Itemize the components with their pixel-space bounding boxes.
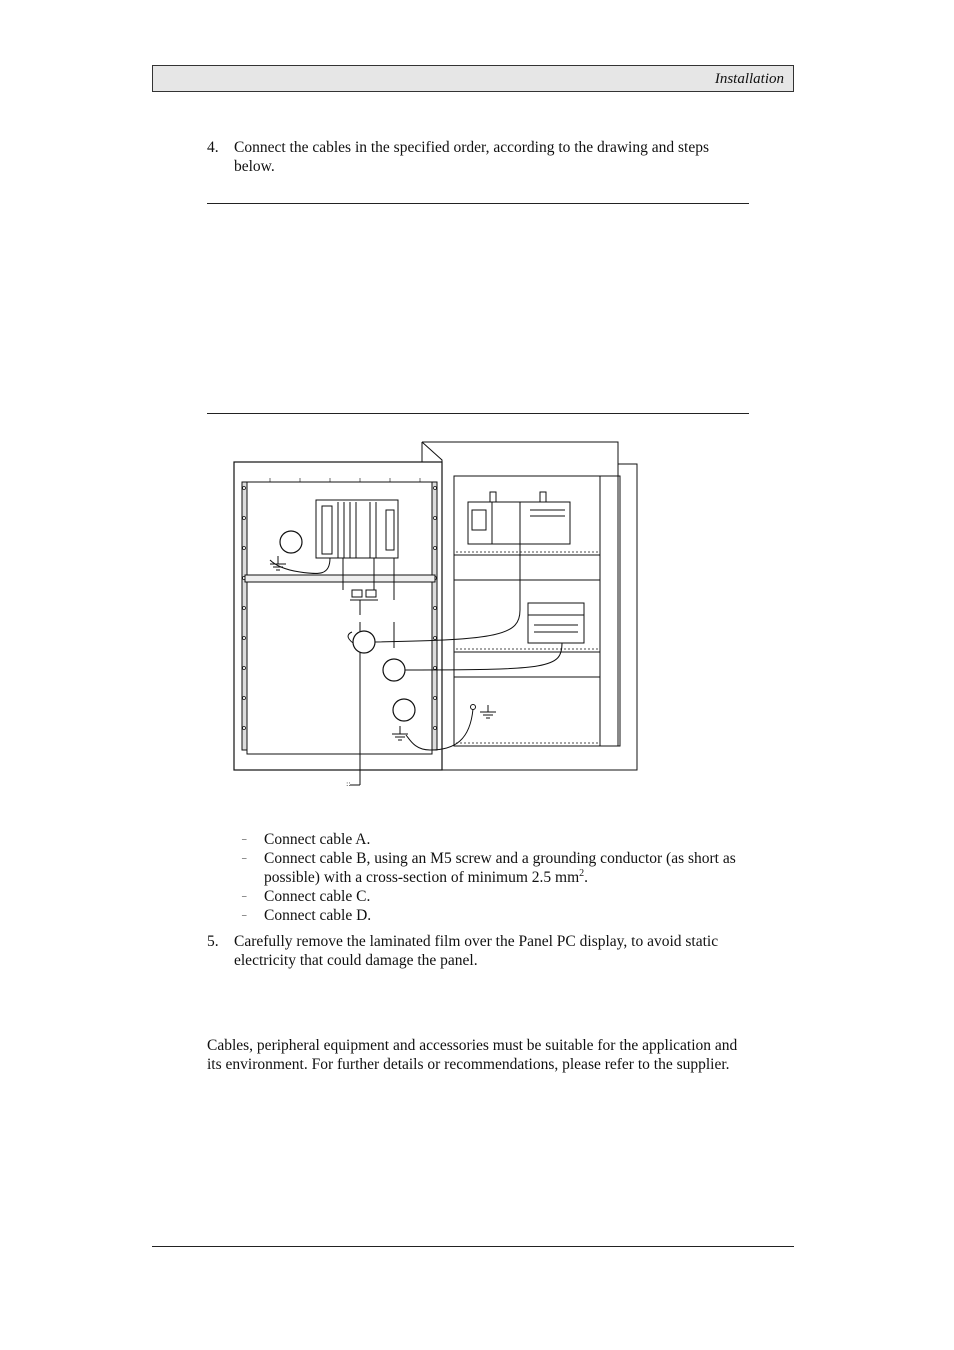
body-paragraph: Cables, peripheral equipment and accessories must be suitable for the application and its environment. For further details or recommendations, please refer to the supplier. xyxy=(207,1037,738,1073)
cabinet-wiring-diagram xyxy=(230,440,642,790)
list-item: – Connect cable B, using an M5 screw and a grounding conductor (as short as possible) with a cross-section of minimum 2.5 $mm^2$. xyxy=(242,850,736,886)
step-text: Connect the cables in the specified order, according to the drawing and steps below. xyxy=(234,139,709,175)
diagram-footnote-mark: :: xyxy=(346,780,351,788)
step-number: 4. xyxy=(207,139,219,156)
list-item: – Connect cable D. xyxy=(242,907,372,924)
footer-rule xyxy=(152,1246,794,1247)
list-item: – Connect cable C. xyxy=(242,888,371,905)
step-number: 5. xyxy=(207,933,219,950)
sub-step-list xyxy=(242,830,758,925)
cabinet-body xyxy=(375,442,637,770)
divider-top xyxy=(207,203,749,204)
divider-bottom xyxy=(207,413,749,414)
step-text: Carefully remove the laminated film over the Panel PC display, to avoid static electricity that could damage the panel. xyxy=(234,933,719,969)
cabinet-door xyxy=(234,462,496,785)
section-title: Installation xyxy=(714,71,784,87)
running-header xyxy=(152,65,794,92)
list-item: – Connect cable A. xyxy=(242,831,371,848)
